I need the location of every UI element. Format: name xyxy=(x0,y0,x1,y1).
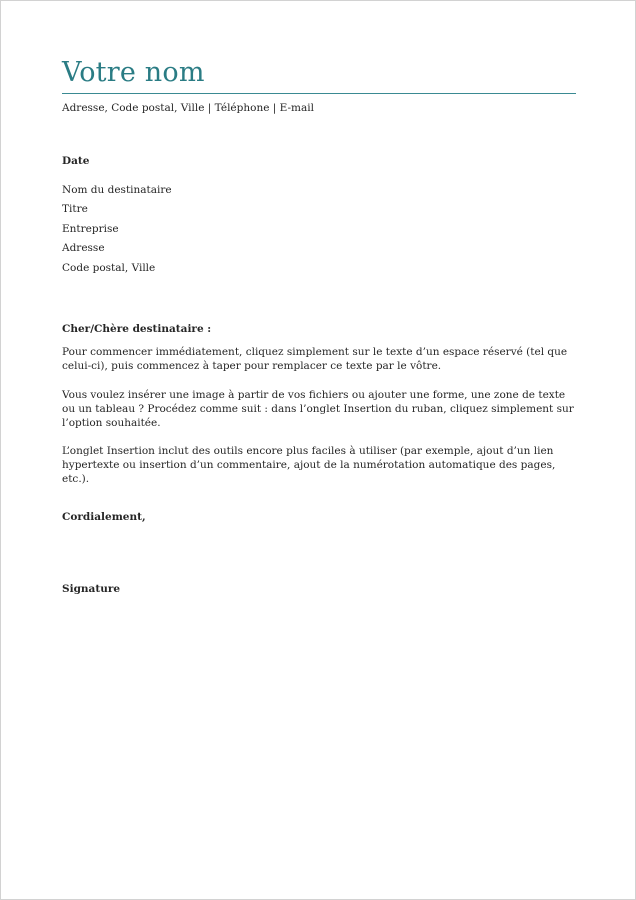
header-rule xyxy=(62,93,576,94)
body-paragraph-1[interactable]: Pour commencer immédiatement, cliquez simplement sur le texte d’un espace réservé (tel que celui-ci), puis commencez à taper pour remplacer ce texte par le vôtre. xyxy=(62,346,568,373)
body-paragraph-2[interactable]: Vous voulez insérer une image à partir de vos fichiers ou ajouter une forme, une zone de texte ou un tableau ? Procédez comme suit : dans l’onglet Insertion du ruban, cliquez simplement sur l’option souhaitée. xyxy=(62,389,574,430)
recipient-address[interactable]: Adresse xyxy=(62,242,105,255)
recipient-title[interactable]: Titre xyxy=(62,203,88,216)
recipient-name[interactable]: Nom du destinataire xyxy=(62,184,172,196)
recipient-block xyxy=(62,181,172,278)
recipient-postal-city[interactable]: Code postal, Ville xyxy=(62,261,156,274)
salutation[interactable]: Cher/Chère destinataire : xyxy=(62,323,212,335)
recipient-company[interactable]: Entreprise xyxy=(62,222,119,235)
sender-contact[interactable]: Adresse, Code postal, Ville | Téléphone | E-mail xyxy=(62,102,314,114)
letter-date[interactable]: Date xyxy=(62,155,90,167)
body-paragraph-3[interactable]: L’onglet Insertion inclut des outils encore plus faciles à utiliser (par exemple, ajout d’un lien hypertexte ou insertion d’un commentaire, ajout de la numérotation automatique des pages, etc.). xyxy=(62,445,556,486)
closing[interactable]: Cordialement, xyxy=(62,511,146,523)
sender-name[interactable]: Votre nom xyxy=(62,57,205,88)
signature[interactable]: Signature xyxy=(62,583,121,595)
